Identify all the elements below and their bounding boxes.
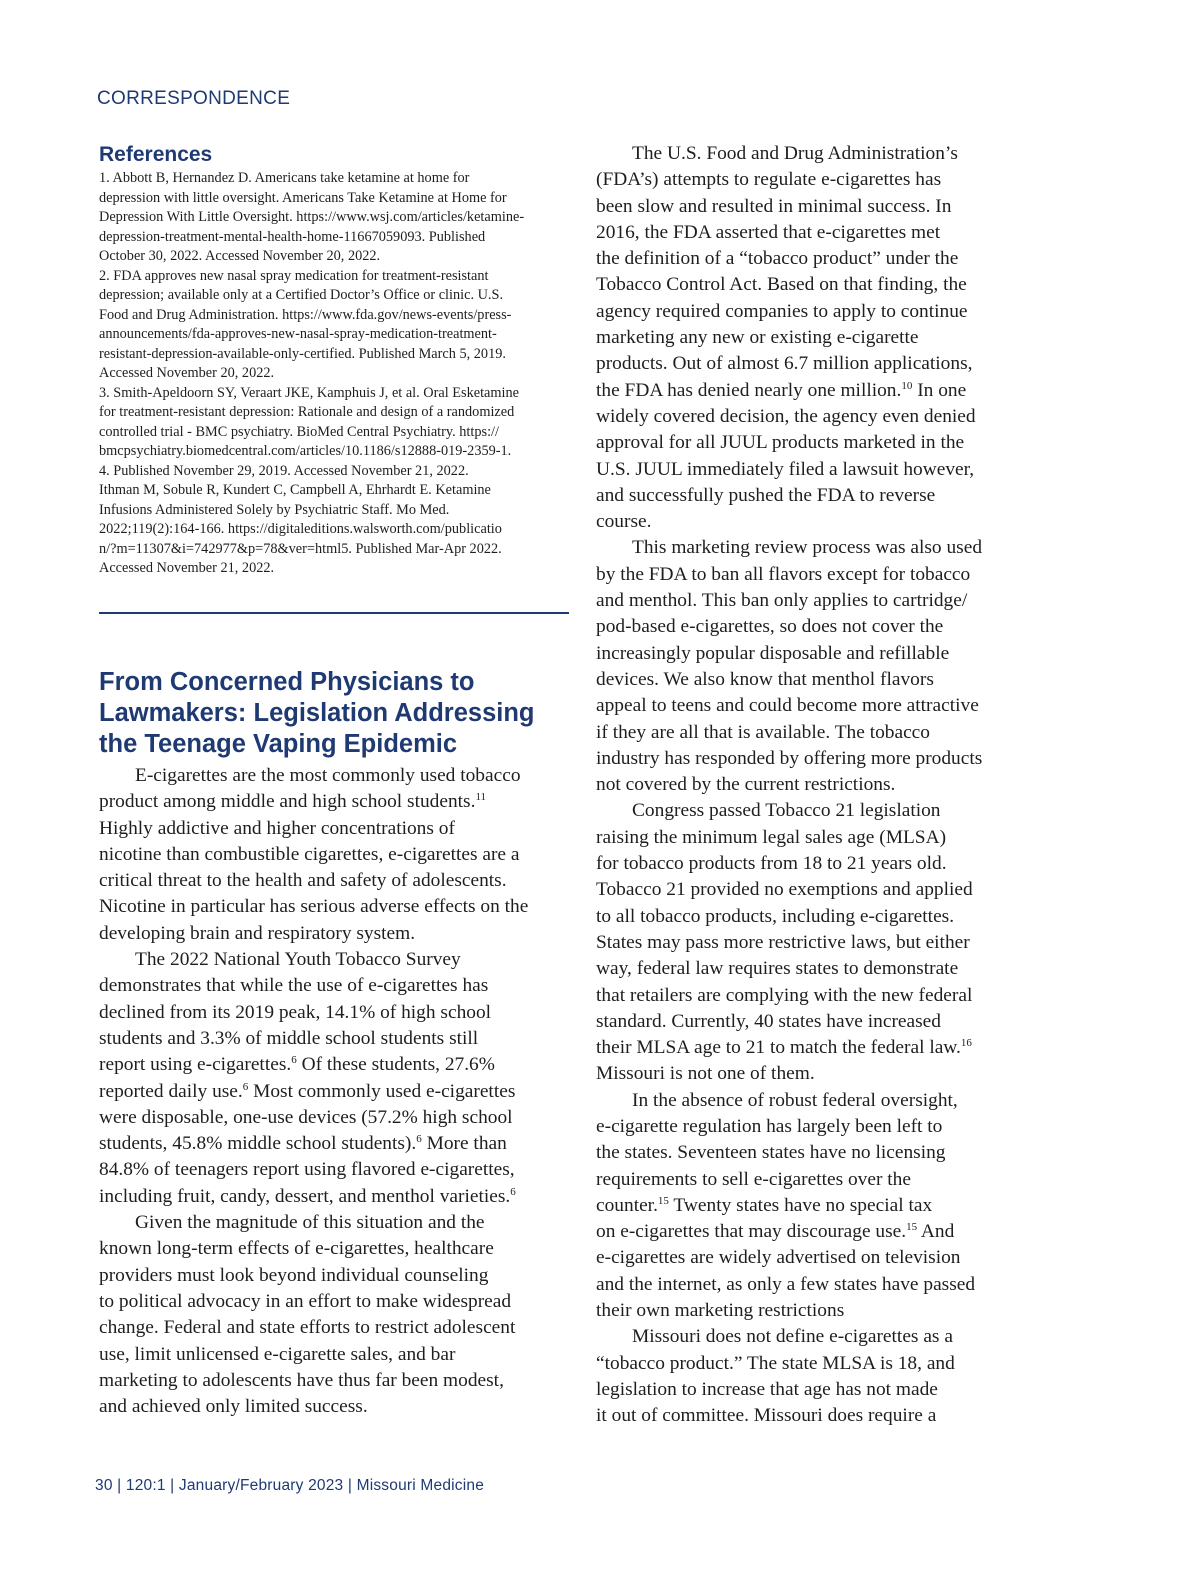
line-text: for tobacco products from 18 to 21 years old. <box>596 853 947 875</box>
line-text: and the internet, as only a few states have passed <box>596 1273 976 1295</box>
reference-line: Accessed November 20, 2022. <box>99 365 275 381</box>
article-left-column <box>99 763 574 1420</box>
line-text: industry has responded by offering more products <box>596 747 983 769</box>
line-text: change. Federal and state efforts to restrict adolescent <box>99 1317 516 1339</box>
line-text: Highly addictive and higher concentrations of <box>99 817 455 839</box>
line-text: by the FDA to ban all flavors except for tobacco <box>596 563 971 585</box>
line-text-continued: More than <box>421 1133 507 1155</box>
reference-line: 4. Published November 29, 2019. Accessed November 21, 2022. <box>99 462 469 479</box>
reference-line: 1. Abbott B, Hernandez D. Americans take ketamine at home for <box>99 170 470 186</box>
body-text-line <box>99 1342 574 1368</box>
body-text-line <box>596 983 1028 1009</box>
line-text: known long-term effects of e-cigarettes, healthcare <box>99 1238 494 1260</box>
body-text-line <box>596 1140 1028 1166</box>
reference-line: bmcpsychiatry.biomedcentral.com/articles/10.1186/s12888-019-2359-1. <box>99 443 512 459</box>
body-text-line <box>596 746 1028 772</box>
line-text: and menthol. This ban only applies to cartridge/ <box>596 590 968 612</box>
reference-line: Accessed November 21, 2022. <box>99 560 275 576</box>
line-text: and achieved only limited success. <box>99 1396 368 1418</box>
line-text-continued: In one <box>912 379 967 401</box>
section-divider <box>99 612 569 614</box>
page-footer: 30 | 120:1 | January/February 2023 | Missouri Medicine <box>95 1477 485 1494</box>
reference-line: resistant-depression-available-only-certified. Published March 5, 2019. <box>99 345 506 362</box>
line-text: products. Out of almost 6.7 million applications, <box>596 353 973 375</box>
line-text: providers must look beyond individual counseling <box>99 1264 489 1286</box>
line-text: demonstrates that while the use of e-cigarettes has <box>99 975 489 997</box>
body-text-line <box>99 789 574 815</box>
body-text-line <box>596 1272 1028 1298</box>
body-text-line <box>596 1351 1028 1377</box>
citation-superscript: 6 <box>291 1054 297 1067</box>
body-text-line <box>99 868 574 894</box>
line-text: course. <box>596 511 652 533</box>
body-text-line <box>596 614 1028 640</box>
body-text-line <box>99 816 574 842</box>
body-text-line <box>596 772 1028 798</box>
line-text: critical threat to the health and safety of adolescents. <box>99 870 507 892</box>
line-text-continued: Twenty states have no special tax <box>668 1194 933 1216</box>
body-text-line <box>99 1131 574 1157</box>
article-right-column <box>596 141 1028 1430</box>
body-text-line <box>99 1157 574 1183</box>
line-text-continued: Of these students, 27.6% <box>296 1054 495 1076</box>
citation-superscript: 6 <box>510 1185 516 1198</box>
body-text-line <box>596 1114 1028 1140</box>
line-text: marketing any new or existing e-cigarette <box>596 327 919 349</box>
line-text: Tobacco Control Act. Based on that finding, the <box>596 274 967 296</box>
body-text-line <box>596 509 1028 535</box>
body-text-line <box>99 842 574 868</box>
body-text-line <box>99 1368 574 1394</box>
reference-line: depression-treatment-mental-health-home-11667059093. Published <box>99 228 486 245</box>
line-text: 2016, the FDA asserted that e-cigarettes met <box>596 221 941 243</box>
line-text: been slow and resulted in minimal success. In <box>596 195 952 217</box>
body-text-line <box>99 1105 574 1131</box>
line-text-continued: And <box>917 1221 955 1243</box>
line-text: developing brain and respiratory system. <box>99 922 416 944</box>
reference-line: 3. Smith-Apeldoorn SY, Veraart JKE, Kamphuis J, et al. Oral Esketamine <box>99 384 519 401</box>
body-text-line <box>99 1000 574 1026</box>
body-text-line <box>596 299 1028 325</box>
body-text-line <box>596 667 1028 693</box>
line-text: their own marketing restrictions <box>596 1300 845 1322</box>
body-text-line <box>596 167 1028 193</box>
body-text-line <box>99 1289 574 1315</box>
line-text: approval for all JUUL products marketed in the <box>596 432 965 454</box>
body-text-line <box>596 588 1028 614</box>
citation-superscript: 6 <box>242 1080 249 1093</box>
reference-line: announcements/fda-approves-new-nasal-spray-medication-treatment- <box>99 326 497 342</box>
body-text-line <box>596 1403 1028 1429</box>
body-text-line <box>99 894 574 920</box>
body-text-line <box>596 851 1028 877</box>
line-text: and successfully pushed the FDA to reverse <box>596 484 936 506</box>
line-text: their MLSA age to 21 to match the federal law. <box>596 1037 961 1059</box>
reference-line: for treatment-resistant depression: Rationale and design of a randomized <box>99 404 515 420</box>
line-text: U.S. JUUL immediately filed a lawsuit however, <box>596 458 975 480</box>
line-text: Tobacco 21 provided no exemptions and applied <box>596 879 973 901</box>
body-text-line <box>596 1324 1028 1350</box>
line-text: 84.8% of teenagers report using flavored e-cigarettes, <box>99 1159 515 1181</box>
line-text: agency required companies to apply to continue <box>596 300 968 322</box>
line-text: increasingly popular disposable and refillable <box>596 642 950 664</box>
line-text: to all tobacco products, including e-cigarettes. <box>596 905 955 927</box>
line-text: The U.S. Food and Drug Administration’s <box>632 143 958 164</box>
line-text: devices. We also know that menthol flavors <box>596 668 934 690</box>
line-text-continued: Most commonly used e-cigarettes <box>248 1080 516 1102</box>
line-text: legislation to increase that age has not made <box>596 1378 938 1400</box>
body-text-line <box>596 904 1028 930</box>
body-text-line <box>596 483 1028 509</box>
line-text: Missouri is not one of them. <box>596 1063 815 1085</box>
body-text-line <box>596 930 1028 956</box>
line-text: that retailers are complying with the new federal <box>596 984 973 1006</box>
line-text: “tobacco product.” The state MLSA is 18, and <box>596 1352 955 1374</box>
body-text-line <box>99 1184 574 1210</box>
body-text-line <box>596 956 1028 982</box>
citation-superscript: 10 <box>901 379 913 392</box>
citation-superscript: 11 <box>475 791 487 804</box>
references-list <box>99 169 569 579</box>
body-text-line <box>596 351 1028 377</box>
line-text: not covered by the current restrictions. <box>596 774 896 796</box>
line-text: Missouri does not define e-cigarettes as a <box>632 1326 953 1348</box>
article-title: From Concerned Physicians to Lawmakers: Legislation Addressing the Teenage Vaping Epidemic <box>99 668 535 758</box>
line-text: declined from its 2019 peak, 14.1% of high school <box>99 1001 492 1023</box>
line-text: the definition of a “tobacco product” under the <box>596 248 959 270</box>
body-text-line <box>596 720 1028 746</box>
line-text: pod-based e-cigarettes, so does not cover the <box>596 616 944 638</box>
reference-line: Food and Drug Administration. https://www.fda.gov/news-events/press- <box>99 306 512 323</box>
body-text-line <box>99 1079 574 1105</box>
line-text: In the absence of robust federal oversight, <box>632 1089 958 1111</box>
body-text-line <box>596 1298 1028 1324</box>
line-text: way, federal law requires states to demonstrate <box>596 958 959 980</box>
references-section <box>99 143 569 579</box>
line-text: Congress passed Tobacco 21 legislation <box>632 800 941 822</box>
body-text-line <box>596 1167 1028 1193</box>
line-text: States may pass more restrictive laws, but either <box>596 931 970 953</box>
reference-line: Depression With Little Oversight. https://www.wsj.com/articles/ketamine- <box>99 209 525 225</box>
line-text: the FDA has denied nearly one million. <box>596 379 902 401</box>
line-text: appeal to teens and could become more attractive <box>596 695 979 717</box>
body-text-line <box>596 246 1028 272</box>
references-heading: References <box>99 143 213 166</box>
line-text: it out of committee. Missouri does require a <box>596 1405 937 1427</box>
line-text: the states. Seventeen states have no licensing <box>596 1142 946 1164</box>
line-text: if they are all that is available. The tobacco <box>596 721 930 743</box>
body-text-line <box>596 825 1028 851</box>
line-text: The 2022 National Youth Tobacco Survey <box>135 949 461 971</box>
line-text: Given the magnitude of this situation and the <box>135 1212 485 1234</box>
reference-line: Infusions Administered Solely by Psychiatric Staff. Mo Med. <box>99 501 450 518</box>
body-text-line <box>99 1052 574 1078</box>
body-text-line <box>596 535 1028 561</box>
body-text-line <box>596 1035 1028 1061</box>
reference-line: depression; available only at a Certified Doctor’s Office or clinic. U.S. <box>99 287 504 303</box>
body-text-line <box>596 141 1028 167</box>
line-text: raising the minimum legal sales age (MLSA) <box>596 826 947 848</box>
body-text-line <box>596 325 1028 351</box>
line-text: students, 45.8% middle school students). <box>99 1133 417 1155</box>
citation-superscript: 15 <box>657 1194 669 1207</box>
citation-superscript: 6 <box>416 1133 422 1146</box>
body-text-line <box>596 562 1028 588</box>
body-text-line <box>99 947 574 973</box>
body-text-line <box>99 1315 574 1341</box>
body-text-line <box>596 641 1028 667</box>
body-text-line <box>596 1193 1028 1219</box>
line-text: E-cigarettes are the most commonly used tobacco <box>135 765 521 786</box>
line-text: were disposable, one-use devices (57.2% high school <box>99 1106 513 1128</box>
line-text: reported daily use. <box>99 1080 243 1102</box>
line-text: students and 3.3% of middle school students still <box>99 1027 479 1049</box>
line-text: (FDA’s) attempts to regulate e-cigarettes has <box>596 169 942 191</box>
line-text: standard. Currently, 40 states have increased <box>596 1010 941 1032</box>
reference-line: depression with little oversight. Americans Take Ketamine at Home for <box>99 189 507 206</box>
reference-line: n/?m=11307&i=742977&p=78&ver=html5. Published Mar-Apr 2022. <box>99 540 502 557</box>
body-text-line <box>596 194 1028 220</box>
body-text-line <box>99 1210 574 1236</box>
body-text-line <box>99 921 574 947</box>
reference-line: 2022;119(2):164-166. https://digitaleditions.walsworth.com/publicatio <box>99 521 502 537</box>
reference-line: 2. FDA approves new nasal spray medication for treatment-resistant <box>99 267 489 284</box>
line-text: report using e-cigarettes. <box>99 1054 292 1076</box>
body-text-line <box>596 1009 1028 1035</box>
line-text: counter. <box>596 1194 658 1216</box>
body-text-line <box>596 457 1028 483</box>
body-text-line <box>596 1219 1028 1245</box>
line-text: Nicotine in particular has serious adverse effects on the <box>99 896 529 918</box>
body-text-line <box>596 1088 1028 1114</box>
line-text: use, limit unlicensed e-cigarette sales, and bar <box>99 1343 456 1365</box>
reference-line: October 30, 2022. Accessed November 20, 2022. <box>99 248 381 264</box>
body-text-line <box>99 973 574 999</box>
body-text-line <box>596 430 1028 456</box>
body-text-line <box>99 1236 574 1262</box>
line-text: marketing to adolescents have thus far been modest, <box>99 1369 504 1391</box>
body-text-line <box>99 1026 574 1052</box>
reference-line: Ithman M, Sobule R, Kundert C, Campbell A, Ehrhardt E. Ketamine <box>99 482 491 498</box>
body-text-line <box>596 404 1028 430</box>
line-text: This marketing review process was also used <box>632 537 983 559</box>
line-text: including fruit, candy, dessert, and menthol varieties. <box>99 1185 511 1207</box>
line-text: to political advocacy in an effort to make widespread <box>99 1290 512 1312</box>
line-text: e-cigarette regulation has largely been left to <box>596 1115 943 1137</box>
section-label: CORRESPONDENCE <box>97 88 291 109</box>
body-text-line <box>99 1394 574 1420</box>
body-text-line <box>596 877 1028 903</box>
body-text-line <box>99 763 574 789</box>
line-text: e-cigarettes are widely advertised on television <box>596 1247 961 1269</box>
body-text-line <box>596 798 1028 824</box>
line-text: requirements to sell e-cigarettes over the <box>596 1168 911 1190</box>
body-text-line <box>596 693 1028 719</box>
citation-superscript: 15 <box>906 1221 918 1234</box>
citation-superscript: 16 <box>960 1037 972 1050</box>
line-text: nicotine than combustible cigarettes, e-cigarettes are a <box>99 843 520 865</box>
body-text-line <box>596 1377 1028 1403</box>
line-text: product among middle and high school students. <box>99 791 476 813</box>
line-text: on e-cigarettes that may discourage use. <box>596 1221 907 1243</box>
reference-line: controlled trial - BMC psychiatry. BioMed Central Psychiatry. https:// <box>99 423 499 440</box>
body-text-line <box>596 220 1028 246</box>
body-text-line <box>596 1061 1028 1087</box>
body-text-line <box>99 1263 574 1289</box>
body-text-line <box>596 1245 1028 1271</box>
line-text: widely covered decision, the agency even denied <box>596 405 976 427</box>
body-text-line <box>596 378 1028 404</box>
body-text-line <box>596 272 1028 298</box>
